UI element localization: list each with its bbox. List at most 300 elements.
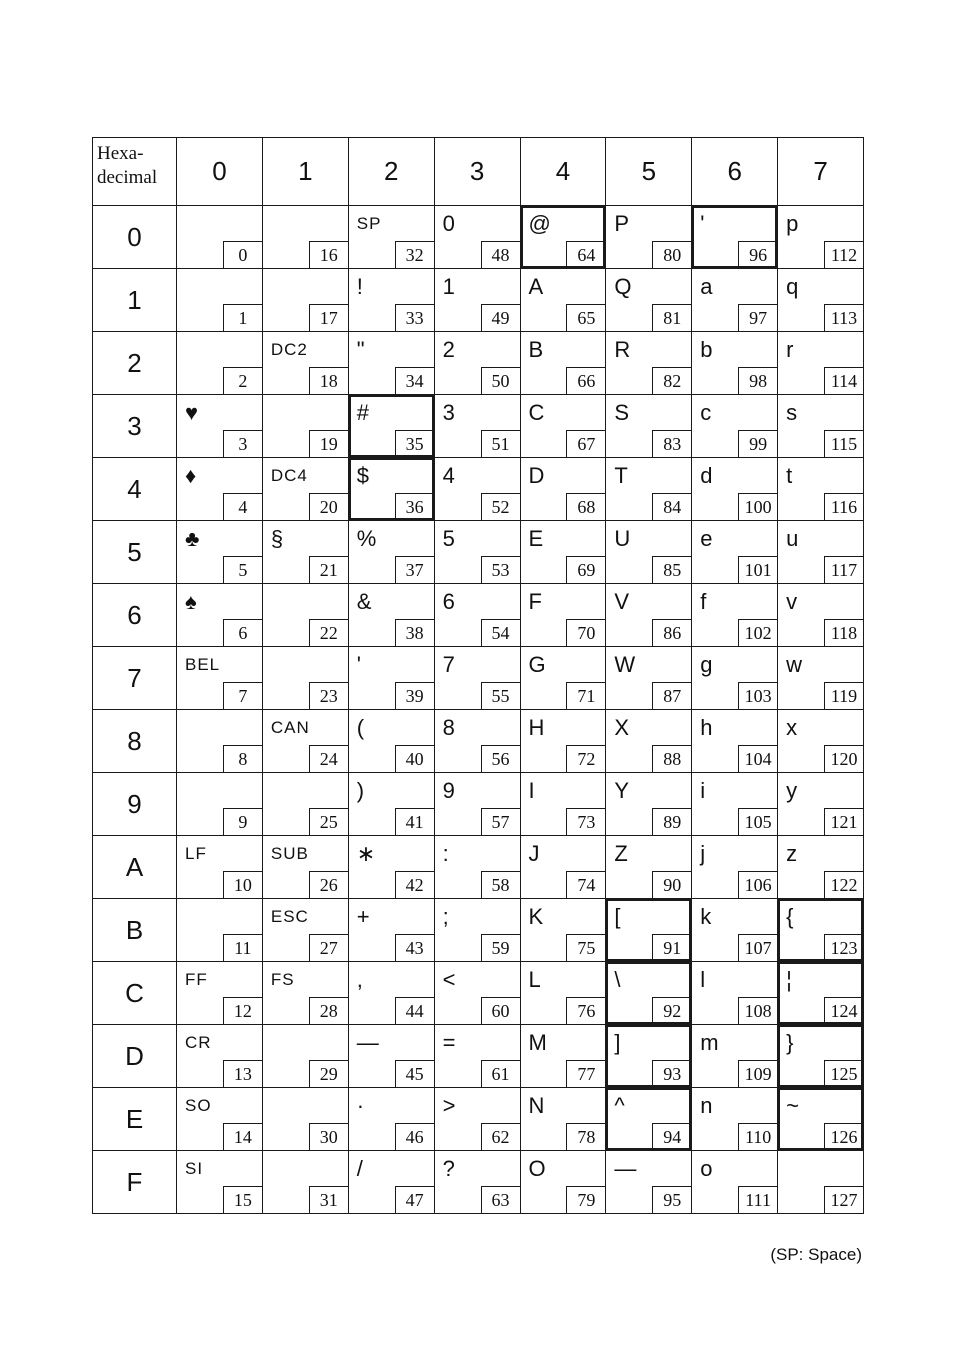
char-glyph: ] <box>614 1030 621 1055</box>
decimal-code: 122 <box>824 871 863 898</box>
decimal-code: 41 <box>395 808 434 835</box>
column-header: 1 <box>262 138 348 206</box>
decimal-code: 115 <box>824 430 863 457</box>
char-glyph: 7 <box>442 652 455 677</box>
char-glyph: r <box>786 337 794 362</box>
char-glyph: f <box>700 589 707 614</box>
char-glyph: T <box>614 463 628 488</box>
table-row <box>93 206 864 269</box>
char-cell <box>778 1151 864 1214</box>
char-cell <box>262 395 348 458</box>
char-cell <box>692 395 778 458</box>
decimal-code: 91 <box>652 934 691 961</box>
decimal-code: 44 <box>395 997 434 1024</box>
char-cell <box>692 647 778 710</box>
column-header: 2 <box>348 138 434 206</box>
char-glyph: : <box>442 841 449 866</box>
char-glyph: [ <box>614 904 621 929</box>
char-glyph: M <box>528 1030 547 1055</box>
char-cell <box>177 1151 263 1214</box>
decimal-code: 89 <box>652 808 691 835</box>
decimal-code: 119 <box>824 682 863 709</box>
char-glyph: { <box>786 904 794 929</box>
char-glyph: ♥ <box>185 400 199 425</box>
char-cell <box>177 710 263 773</box>
corner-label <box>93 138 177 206</box>
char-cell <box>606 332 692 395</box>
char-glyph: DC4 <box>270 466 308 485</box>
char-cell <box>434 458 520 521</box>
char-cell <box>520 647 606 710</box>
decimal-code: 85 <box>652 556 691 583</box>
table-row <box>93 1025 864 1088</box>
char-cell <box>262 269 348 332</box>
char-cell <box>778 584 864 647</box>
decimal-code: 67 <box>566 430 605 457</box>
decimal-code: 124 <box>824 997 863 1024</box>
decimal-code: 72 <box>566 745 605 772</box>
decimal-code: 96 <box>738 241 777 268</box>
char-cell <box>778 710 864 773</box>
char-glyph: ¦ <box>786 967 792 992</box>
char-cell <box>606 584 692 647</box>
char-cell <box>434 1025 520 1088</box>
char-glyph: 0 <box>442 211 455 236</box>
char-cell <box>778 962 864 1025</box>
char-glyph: h <box>700 715 713 740</box>
char-cell <box>606 710 692 773</box>
decimal-code: 97 <box>738 304 777 331</box>
char-glyph: SI <box>185 1159 204 1178</box>
char-glyph: ; <box>442 904 449 929</box>
char-glyph: % <box>356 526 377 551</box>
char-cell <box>778 647 864 710</box>
row-header: 1 <box>93 269 177 332</box>
decimal-code: 70 <box>566 619 605 646</box>
char-cell <box>262 521 348 584</box>
decimal-code: 109 <box>738 1060 777 1087</box>
char-glyph: BEL <box>185 655 221 674</box>
decimal-code: 114 <box>824 367 863 394</box>
char-glyph: FS <box>270 970 295 989</box>
char-cell <box>348 1088 434 1151</box>
char-cell <box>262 206 348 269</box>
row-header: 0 <box>93 206 177 269</box>
decimal-code: 92 <box>652 997 691 1024</box>
char-cell <box>520 458 606 521</box>
char-cell <box>606 206 692 269</box>
char-cell <box>520 899 606 962</box>
char-glyph: S <box>614 400 630 425</box>
char-glyph: G <box>528 652 546 677</box>
decimal-code: 7 <box>223 682 262 709</box>
char-glyph: k <box>700 904 712 929</box>
decimal-code: 95 <box>652 1186 691 1213</box>
char-cell <box>778 836 864 899</box>
decimal-code: 31 <box>309 1186 348 1213</box>
char-glyph: > <box>442 1093 456 1118</box>
decimal-code: 63 <box>481 1186 520 1213</box>
char-glyph: s <box>786 400 798 425</box>
char-cell <box>348 710 434 773</box>
decimal-code: 61 <box>481 1060 520 1087</box>
row-header: F <box>93 1151 177 1214</box>
decimal-code: 42 <box>395 871 434 898</box>
char-glyph: SUB <box>270 844 309 863</box>
decimal-code: 21 <box>309 556 348 583</box>
row-header: E <box>93 1088 177 1151</box>
char-cell <box>606 458 692 521</box>
char-cell <box>606 962 692 1025</box>
char-glyph: ) <box>356 778 365 803</box>
table-row <box>93 1151 864 1214</box>
char-glyph: + <box>356 904 370 929</box>
char-glyph: 8 <box>442 715 455 740</box>
char-cell <box>692 584 778 647</box>
decimal-code: 116 <box>824 493 863 520</box>
decimal-code: 56 <box>481 745 520 772</box>
char-cell <box>778 332 864 395</box>
char-glyph: V <box>614 589 630 614</box>
column-header-row <box>93 138 864 206</box>
decimal-code: 88 <box>652 745 691 772</box>
char-glyph: E <box>528 526 544 551</box>
decimal-code: 104 <box>738 745 777 772</box>
decimal-code: 11 <box>223 934 262 961</box>
row-header: 3 <box>93 395 177 458</box>
table-row <box>93 521 864 584</box>
decimal-code: 57 <box>481 808 520 835</box>
char-cell <box>348 1025 434 1088</box>
char-glyph: I <box>528 778 535 803</box>
char-cell <box>778 521 864 584</box>
char-cell <box>262 1088 348 1151</box>
char-cell <box>692 332 778 395</box>
decimal-code: 60 <box>481 997 520 1024</box>
char-cell <box>434 1151 520 1214</box>
table-row <box>93 269 864 332</box>
char-cell <box>177 332 263 395</box>
char-glyph: 5 <box>442 526 455 551</box>
char-glyph: FF <box>185 970 208 989</box>
decimal-code: 25 <box>309 808 348 835</box>
char-cell <box>177 773 263 836</box>
row-header: 8 <box>93 710 177 773</box>
decimal-code: 53 <box>481 556 520 583</box>
decimal-code: 112 <box>824 241 863 268</box>
column-header: 0 <box>177 138 263 206</box>
char-glyph: D <box>528 463 545 488</box>
char-cell <box>434 206 520 269</box>
char-cell <box>177 521 263 584</box>
row-header: D <box>93 1025 177 1088</box>
char-cell <box>177 269 263 332</box>
decimal-code: 51 <box>481 430 520 457</box>
char-cell <box>177 584 263 647</box>
char-cell <box>606 773 692 836</box>
char-cell <box>606 269 692 332</box>
decimal-code: 80 <box>652 241 691 268</box>
char-cell <box>348 521 434 584</box>
char-cell <box>692 710 778 773</box>
table-row <box>93 584 864 647</box>
decimal-code: 77 <box>566 1060 605 1087</box>
row-header: 5 <box>93 521 177 584</box>
char-glyph: P <box>614 211 630 236</box>
char-glyph: Y <box>614 778 630 803</box>
decimal-code: 105 <box>738 808 777 835</box>
char-glyph: b <box>700 337 713 362</box>
decimal-code: 45 <box>395 1060 434 1087</box>
char-cell <box>348 332 434 395</box>
char-cell <box>262 710 348 773</box>
char-glyph: 1 <box>442 274 455 299</box>
decimal-code: 48 <box>481 241 520 268</box>
decimal-code: 87 <box>652 682 691 709</box>
decimal-code: 29 <box>309 1060 348 1087</box>
corner-label-text: Hexa- decimal <box>97 143 158 188</box>
char-glyph: @ <box>528 211 551 236</box>
char-glyph: d <box>700 463 713 488</box>
char-cell <box>177 1025 263 1088</box>
decimal-code: 111 <box>738 1186 777 1213</box>
char-cell <box>606 1088 692 1151</box>
decimal-code: 106 <box>738 871 777 898</box>
char-cell <box>606 1025 692 1088</box>
char-glyph: Q <box>614 274 632 299</box>
decimal-code: 59 <box>481 934 520 961</box>
char-cell <box>606 836 692 899</box>
char-glyph: / <box>356 1156 363 1181</box>
decimal-code: 10 <box>223 871 262 898</box>
decimal-code: 94 <box>652 1123 691 1150</box>
table-row <box>93 899 864 962</box>
decimal-code: 47 <box>395 1186 434 1213</box>
char-glyph: ∗ <box>356 841 376 866</box>
char-glyph: i <box>700 778 706 803</box>
decimal-code: 83 <box>652 430 691 457</box>
char-glyph: j <box>700 841 706 866</box>
decimal-code: 6 <box>223 619 262 646</box>
char-glyph: N <box>528 1093 545 1118</box>
char-cell <box>262 1151 348 1214</box>
char-cell <box>348 647 434 710</box>
char-glyph: $ <box>356 463 369 488</box>
decimal-code: 103 <box>738 682 777 709</box>
char-cell <box>606 1151 692 1214</box>
char-glyph: ♠ <box>185 589 197 614</box>
decimal-code: 17 <box>309 304 348 331</box>
char-glyph: B <box>528 337 544 362</box>
decimal-code: 86 <box>652 619 691 646</box>
decimal-code: 101 <box>738 556 777 583</box>
char-cell <box>778 395 864 458</box>
char-cell <box>348 584 434 647</box>
char-glyph: SO <box>185 1096 212 1115</box>
decimal-code: 98 <box>738 367 777 394</box>
char-glyph: , <box>356 967 363 992</box>
char-glyph: — <box>356 1030 379 1055</box>
decimal-code: 33 <box>395 304 434 331</box>
char-cell <box>434 395 520 458</box>
decimal-code: 3 <box>223 430 262 457</box>
decimal-code: 23 <box>309 682 348 709</box>
char-cell <box>606 647 692 710</box>
decimal-code: 90 <box>652 871 691 898</box>
char-cell <box>177 395 263 458</box>
char-glyph: X <box>614 715 630 740</box>
char-glyph: g <box>700 652 713 677</box>
char-glyph: Z <box>614 841 628 866</box>
char-cell <box>262 773 348 836</box>
decimal-code: 117 <box>824 556 863 583</box>
char-cell <box>692 1025 778 1088</box>
decimal-code: 100 <box>738 493 777 520</box>
char-cell <box>262 584 348 647</box>
decimal-code: 27 <box>309 934 348 961</box>
char-glyph: o <box>700 1156 713 1181</box>
char-glyph: U <box>614 526 631 551</box>
char-cell <box>692 836 778 899</box>
char-cell <box>520 1151 606 1214</box>
column-header: 5 <box>606 138 692 206</box>
decimal-code: 30 <box>309 1123 348 1150</box>
decimal-code: 32 <box>395 241 434 268</box>
table-row <box>93 395 864 458</box>
char-cell <box>262 1025 348 1088</box>
decimal-code: 102 <box>738 619 777 646</box>
char-cell <box>692 962 778 1025</box>
char-glyph: CAN <box>270 718 310 737</box>
char-glyph: m <box>700 1030 719 1055</box>
char-cell <box>778 458 864 521</box>
decimal-code: 9 <box>223 808 262 835</box>
char-cell <box>262 899 348 962</box>
decimal-code: 12 <box>223 997 262 1024</box>
char-glyph: DC2 <box>270 340 308 359</box>
decimal-code: 126 <box>824 1123 863 1150</box>
decimal-code: 120 <box>824 745 863 772</box>
char-glyph: = <box>442 1030 456 1055</box>
decimal-code: 74 <box>566 871 605 898</box>
char-cell <box>177 1088 263 1151</box>
char-cell <box>692 521 778 584</box>
char-cell <box>434 773 520 836</box>
row-header: A <box>93 836 177 899</box>
char-glyph: # <box>356 400 369 425</box>
char-glyph: R <box>614 337 631 362</box>
char-glyph: ! <box>356 274 363 299</box>
decimal-code: 125 <box>824 1060 863 1087</box>
decimal-code: 18 <box>309 367 348 394</box>
char-cell <box>520 1088 606 1151</box>
char-cell <box>692 899 778 962</box>
char-cell <box>692 269 778 332</box>
char-cell <box>520 269 606 332</box>
decimal-code: 64 <box>566 241 605 268</box>
char-glyph: 6 <box>442 589 455 614</box>
decimal-code: 113 <box>824 304 863 331</box>
char-cell <box>434 647 520 710</box>
char-cell <box>177 458 263 521</box>
char-glyph: a <box>700 274 713 299</box>
char-cell <box>262 836 348 899</box>
decimal-code: 108 <box>738 997 777 1024</box>
char-cell <box>692 1151 778 1214</box>
decimal-code: 79 <box>566 1186 605 1213</box>
char-cell <box>520 395 606 458</box>
char-cell <box>692 458 778 521</box>
char-cell <box>434 962 520 1025</box>
char-glyph: F <box>528 589 542 614</box>
decimal-code: 38 <box>395 619 434 646</box>
decimal-code: 76 <box>566 997 605 1024</box>
decimal-code: 118 <box>824 619 863 646</box>
char-glyph: < <box>442 967 456 992</box>
char-glyph: ~ <box>786 1093 799 1118</box>
char-glyph: ' <box>356 652 361 677</box>
char-cell <box>348 458 434 521</box>
table-row <box>93 836 864 899</box>
char-glyph: 3 <box>442 400 455 425</box>
char-glyph: n <box>700 1093 713 1118</box>
decimal-code: 75 <box>566 934 605 961</box>
decimal-code: 69 <box>566 556 605 583</box>
char-cell <box>348 836 434 899</box>
char-cell <box>606 521 692 584</box>
char-cell <box>177 899 263 962</box>
char-glyph: 4 <box>442 463 455 488</box>
decimal-code: 71 <box>566 682 605 709</box>
decimal-code: 49 <box>481 304 520 331</box>
char-cell <box>434 1088 520 1151</box>
row-header: 9 <box>93 773 177 836</box>
char-cell <box>262 962 348 1025</box>
char-glyph: § <box>270 526 284 551</box>
char-glyph: x <box>786 715 798 740</box>
decimal-code: 28 <box>309 997 348 1024</box>
char-glyph: 2 <box>442 337 455 362</box>
char-cell <box>262 647 348 710</box>
decimal-code: 127 <box>824 1186 863 1213</box>
decimal-code: 68 <box>566 493 605 520</box>
decimal-code: 22 <box>309 619 348 646</box>
decimal-code: 52 <box>481 493 520 520</box>
char-glyph: " <box>356 337 365 362</box>
column-header: 7 <box>778 138 864 206</box>
char-glyph: C <box>528 400 545 425</box>
table-row <box>93 1088 864 1151</box>
char-glyph: O <box>528 1156 546 1181</box>
decimal-code: 40 <box>395 745 434 772</box>
decimal-code: 19 <box>309 430 348 457</box>
decimal-code: 37 <box>395 556 434 583</box>
table-row <box>93 962 864 1025</box>
char-glyph: \ <box>614 967 621 992</box>
decimal-code: 99 <box>738 430 777 457</box>
column-header: 3 <box>434 138 520 206</box>
decimal-code: 20 <box>309 493 348 520</box>
char-cell <box>177 647 263 710</box>
table-row <box>93 647 864 710</box>
char-cell <box>434 521 520 584</box>
char-cell <box>348 899 434 962</box>
decimal-code: 81 <box>652 304 691 331</box>
char-cell <box>778 1088 864 1151</box>
char-cell <box>520 836 606 899</box>
char-glyph: W <box>614 652 636 677</box>
char-cell <box>348 206 434 269</box>
